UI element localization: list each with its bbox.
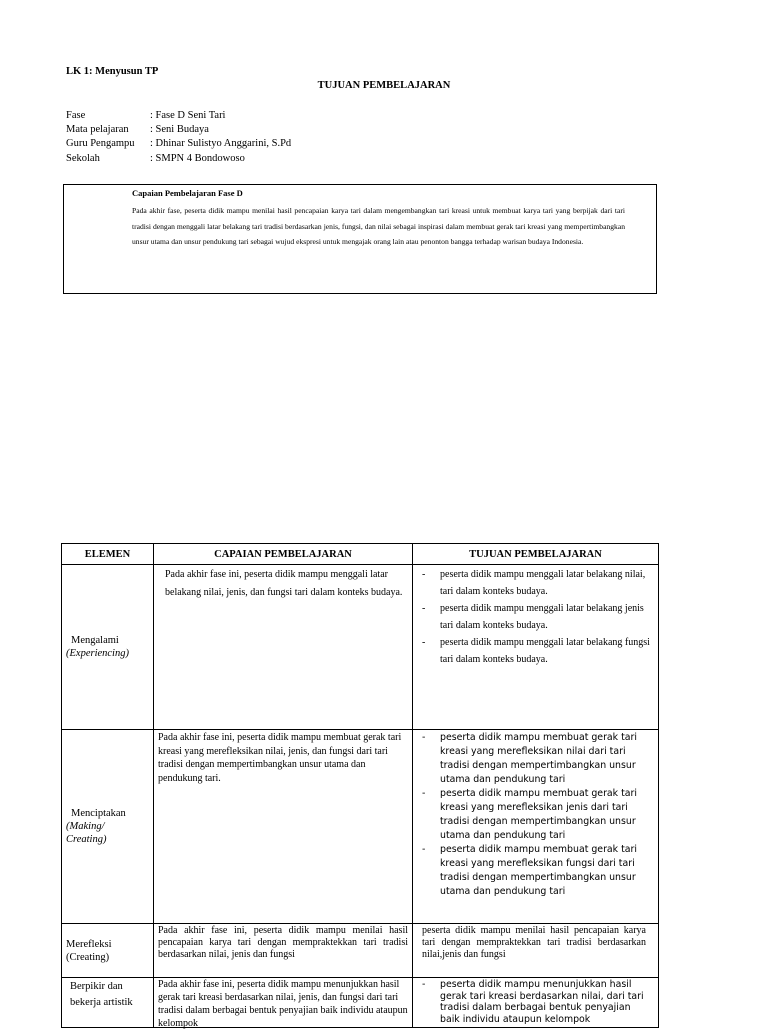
meta-value: : Dhinar Sulistyo Anggarini, S.Pd (150, 138, 292, 150)
tujuan-list (413, 566, 658, 668)
column-header-capaian: CAPAIAN PEMBELAJARAN (154, 544, 413, 565)
meta-row-teacher (66, 137, 291, 151)
element-cell (62, 924, 154, 978)
tujuan-list (413, 979, 658, 1024)
table-row (62, 565, 659, 730)
element-cell (62, 730, 154, 924)
learning-outcome-box (63, 184, 657, 294)
objectives-table (61, 543, 659, 1028)
learning-outcome-heading: Capaian Pembelajaran Fase D (132, 188, 243, 198)
meta-label: Guru Pengampu (66, 138, 135, 150)
capaian-text: Pada akhir fase ini, peserta didik mampu menilai hasil pencapaian karya tari dengan mempraktekkan tari tradisi berdasarkan nilai, jenis dan fungsi (158, 925, 408, 960)
capaian-cell (154, 924, 413, 978)
meta-label: Mata pelajaran (66, 124, 129, 136)
element-english: (Experiencing) (66, 648, 129, 659)
tujuan-cell (413, 565, 659, 730)
list-item: - peserta didik mampu menggali latar belakang jenis tari dalam konteks budaya. (413, 600, 652, 634)
tujuan-list (413, 731, 658, 899)
capaian-cell (154, 565, 413, 730)
column-header-elemen: ELEMEN (62, 544, 154, 565)
tujuan-cell (413, 730, 659, 924)
learning-outcome-text: Pada akhir fase, peserta didik mampu menilai hasil pencapaian karya tari dalam mengembangkan tari kreasi untuk membuat karya tari yang berpijak dari tari tradisi dengan menggali latar belakang tari tradisi berdasarkan jenis, fungsi, dan nilai sebagai inspirasi dalam membuat gerak tari kreasi yang mempertimbangkan unsur utama dan unsur pendukung tari sebagai wujud ekspresi untuk mengajak orang lain atau penonton bangga terhadap warisan budaya Indonesia. (132, 206, 625, 246)
capaian-cell (154, 978, 413, 1028)
capaian-text: Pada akhir fase ini, peserta didik mampu membuat gerak tari kreasi yang merefleksikan nilai, jenis, dan fungsi dari tari tradisi dengan mempertimbangkan unsur utama dan pendukung tari. (158, 732, 402, 784)
element-name: Berpikir dan bekerja artistik (70, 981, 133, 1008)
meta-value: : Fase D Seni Tari (150, 110, 226, 121)
tujuan-cell (413, 924, 659, 978)
element-cell (62, 978, 154, 1028)
list-item: - peserta didik mampu membuat gerak tari kreasi yang merefleksikan nilai dari tari tradisi dengan mempertimbangkan unsur utama dan pendukung tari (413, 731, 648, 787)
list-item: - peserta didik mampu menggali latar belakang nilai, tari dalam konteks budaya. (413, 566, 652, 600)
capaian-text: Pada akhir fase ini, peserta didik mampu menggali latar belakang nilai, jenis, dan fungsi tari dalam konteks budaya. (165, 569, 403, 598)
element-name: Mengalami (71, 635, 119, 646)
element-cell (62, 565, 154, 730)
list-item: - peserta didik mampu membuat gerak tari kreasi yang merefleksikan fungsi dari tari tradisi dengan mempertimbangkan unsur utama dan pendukung tari (413, 843, 648, 899)
element-name: Menciptakan (71, 808, 126, 819)
meta-label: Sekolah (66, 152, 100, 164)
meta-label: Fase (66, 110, 86, 121)
list-item: - peserta didik mampu menunjukkan hasil gerak tari kreasi berdasarkan nilai, dari tari tradisi dalam berbagai bentuk penyajian baik individu ataupun kelompok (413, 979, 652, 1025)
element-english: (Creating) (66, 951, 110, 963)
tujuan-cell (413, 978, 659, 1028)
list-item: - peserta didik mampu membuat gerak tari kreasi yang merefleksikan jenis dari tari tradisi dengan mempertimbangkan unsur utama dan pendukung tari (413, 787, 648, 843)
worksheet-label: LK 1: Menyusun TP (66, 66, 159, 77)
capaian-cell (154, 730, 413, 924)
element-english: (Making/ Creating) (66, 821, 107, 845)
meta-value: : SMPN 4 Bondowoso (150, 152, 245, 164)
table-row (62, 924, 659, 978)
meta-value: : Seni Budaya (150, 124, 209, 136)
list-item: - peserta didik mampu menggali latar belakang fungsi tari dalam konteks budaya. (413, 634, 652, 668)
column-header-tujuan: TUJUAN PEMBELAJARAN (413, 544, 659, 565)
element-name: Merefleksi (66, 938, 112, 950)
table-row (62, 978, 659, 1028)
document-title: TUJUAN PEMBELAJARAN (317, 80, 451, 91)
meta-row-fase (66, 109, 291, 123)
identity-block (66, 109, 291, 166)
table-header-row (62, 544, 659, 565)
meta-row-school (66, 152, 291, 166)
capaian-text: Pada akhir fase ini, peserta didik mampu menunjukkan hasil gerak tari kreasi berdasarkan nilai, jenis, dan fungsi dari tari tradisi dalam berbagai bentuk penyajian baik individu ataupun kelompok (158, 979, 408, 1029)
tujuan-text: peserta didik mampu menilai hasil pencapaian karya tari dengan mempraktekkan tari tradisi berdasarkan nilai,jenis dan fungsi (422, 925, 646, 960)
table-row (62, 730, 659, 924)
meta-row-subject (66, 123, 291, 137)
